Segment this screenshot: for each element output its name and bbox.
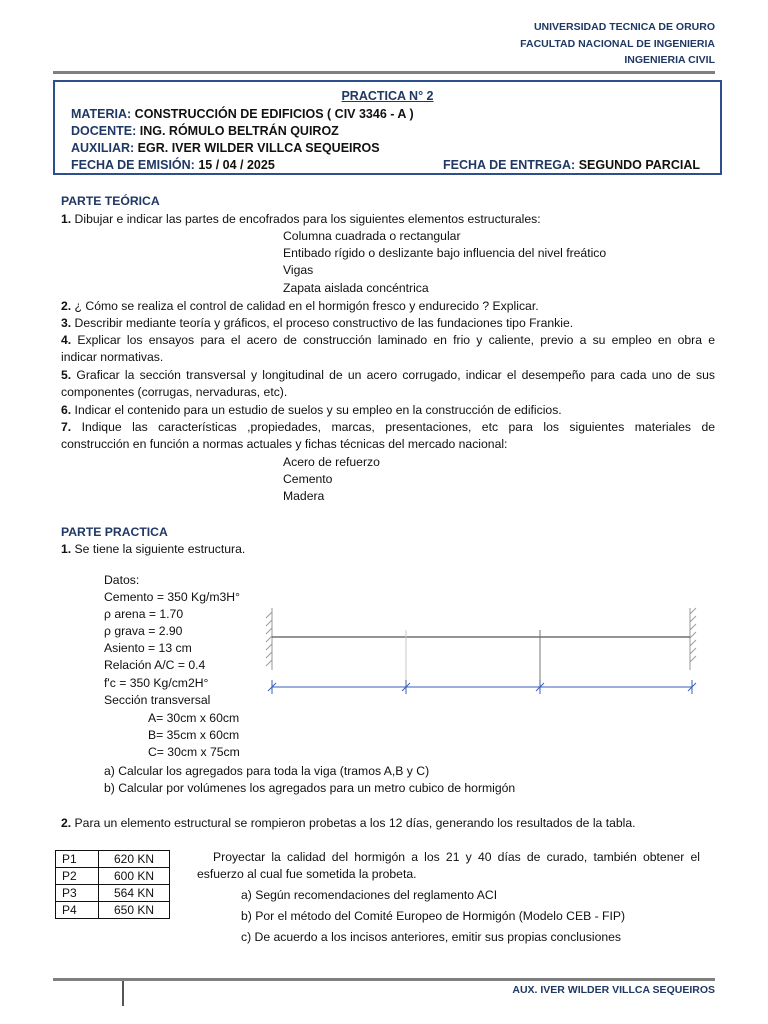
practice-info-box (53, 80, 722, 175)
q-text: Indique las características ,propiedades, marcas, presentaciones, etc para los siguientes materiales de (71, 420, 715, 434)
probeta-load: 564 KN (99, 885, 170, 902)
problem-1-b: b) Calcular por volúmenes los agregados para un metro cubico de hormigón (104, 781, 516, 795)
faculty-name: FACULTAD NACIONAL DE INGENIERIA (520, 37, 715, 50)
datos-item: f'c = 350 Kg/cm2H° (104, 676, 209, 690)
question-5-cont: componentes (corrugas, nervaduras, etc). (61, 385, 288, 399)
problem-2-a: a) Según recomendaciones del reglamento ACI (241, 888, 498, 902)
materia-line (71, 107, 414, 121)
table-row (56, 851, 170, 868)
university-name: UNIVERSIDAD TECNICA DE ORURO (533, 21, 715, 33)
q-text: Indicar el contenido para un estudio de suelos y su empleo en la construcción de edificios. (71, 403, 562, 417)
q-number: 3. (61, 316, 72, 330)
datos-item: Cemento = 350 Kg/m3H° (104, 590, 240, 604)
problem-1 (61, 541, 715, 558)
probeta-load: 620 KN (99, 851, 170, 868)
docente-value: ING. RÓMULO BELTRÁN QUIROZ (136, 124, 339, 138)
probeta-load: 650 KN (99, 902, 170, 919)
auxiliar-value: EGR. IVER WILDER VILLCA SEQUEIROS (134, 141, 380, 155)
question-7 (61, 419, 715, 436)
datos-item: ρ arena = 1.70 (104, 607, 184, 621)
problem-2-text: Proyectar la calidad del hormigón a los 21 y 40 días de curado, también obtener el (213, 850, 700, 864)
q-text: Dibujar e indicar las partes de encofrados para los siguientes elementos estructurales: (71, 212, 541, 226)
q-text: Describir mediante teoría y gráficos, el proceso constructivo de las fundaciones tipo Frankie. (71, 316, 574, 330)
probeta-load: 600 KN (99, 868, 170, 885)
top-divider (53, 71, 715, 74)
question-3 (61, 315, 715, 332)
probeta-id: P1 (56, 851, 99, 868)
q-text: Explicar los ensayos para el acero de construcción laminado en frio y caliente, previo a su empleo en obra e (71, 333, 715, 347)
question-6 (61, 402, 715, 419)
q-text: Se tiene la siguiente estructura. (71, 542, 246, 556)
question-2 (61, 298, 715, 315)
probeta-id: P3 (56, 885, 99, 902)
q-number: 1. (61, 542, 72, 556)
q-number: 1. (61, 212, 72, 226)
question-4 (61, 332, 715, 349)
emision-line (71, 158, 275, 172)
bottom-divider (53, 978, 715, 981)
results-table (55, 850, 170, 919)
datos-item: Asiento = 13 cm (104, 641, 192, 655)
q-number: 2. (61, 299, 72, 313)
table-row (56, 902, 170, 919)
practica-heading: PARTE PRACTICA (61, 525, 168, 539)
datos-item: Relación A/C = 0.4 (104, 658, 206, 672)
list-item: Vigas (283, 263, 314, 277)
emision-label: FECHA DE EMISIÓN: (71, 158, 195, 172)
fixed-support-left (266, 608, 272, 670)
q-number: 2. (61, 816, 72, 830)
seccion-item: B= 35cm x 60cm (148, 728, 240, 742)
list-item: Columna cuadrada o rectangular (283, 229, 461, 243)
q-number: 6. (61, 403, 72, 417)
problem-2-c: c) De acuerdo a los incisos anteriores, emitir sus propias conclusiones (241, 930, 622, 944)
question-5 (61, 367, 715, 384)
fixed-support-right (690, 608, 696, 670)
problem-2-text-cont: esfuerzo al cual fue sometida la probeta. (197, 867, 417, 881)
problem-2-b: b) Por el método del Comité Europeo de Hormigón (Modelo CEB - FIP) (241, 909, 626, 923)
list-item: Entibado rígido o deslizante bajo influencia del nivel freático (283, 246, 607, 260)
list-item: Cemento (283, 472, 333, 486)
materia-value: CONSTRUCCIÓN DE EDIFICIOS ( CIV 3346 - A ) (131, 107, 414, 121)
docente-label: DOCENTE: (71, 124, 137, 138)
seccion-item: C= 30cm x 75cm (148, 745, 240, 759)
q-text: Para un elemento estructural se rompieron probetas a los 12 días, generando los resultados de la tabla. (71, 816, 636, 830)
problem-1-a: a) Calcular los agregados para toda la viga (tramos A,B y C) (104, 764, 430, 778)
datos-item: Sección transversal (104, 693, 211, 707)
footer-author: AUX. IVER WILDER VILLCA SEQUEIROS (512, 984, 715, 996)
emision-value: 15 / 04 / 2025 (194, 158, 275, 172)
career-name: INGENIERIA CIVIL (624, 54, 715, 66)
list-item: Acero de refuerzo (283, 455, 380, 469)
list-item: Madera (283, 489, 325, 503)
entrega-label: FECHA DE ENTREGA: (443, 158, 576, 172)
auxiliar-line (71, 141, 380, 155)
datos-item: ρ grava = 2.90 (104, 624, 183, 638)
question-1 (61, 211, 715, 228)
institution-header (520, 19, 715, 69)
entrega-line (443, 158, 700, 172)
q-text: ¿ Cómo se realiza el control de calidad en el hormigón fresco y endurecido ? Explicar. (71, 299, 539, 313)
footer-vertical-bar (122, 981, 124, 1006)
problem-2 (61, 815, 715, 832)
question-4-cont: indicar normativas. (61, 350, 164, 364)
auxiliar-label: AUXILIAR: (71, 141, 135, 155)
q-number: 5. (61, 368, 72, 382)
datos-item: Datos: (104, 573, 140, 587)
table-row (56, 868, 170, 885)
practice-title: PRACTICA N° 2 (341, 89, 434, 103)
teoria-heading: PARTE TEÓRICA (61, 194, 160, 208)
probeta-id: P2 (56, 868, 99, 885)
q-number: 4. (61, 333, 72, 347)
materia-label: MATERIA: (71, 107, 132, 121)
q-text: Graficar la sección transversal y longitudinal de un acero corrugado, indicar el desempeño para cada uno de sus (71, 368, 715, 382)
probeta-id: P4 (56, 902, 99, 919)
docente-line (71, 124, 339, 138)
seccion-item: A= 30cm x 60cm (148, 711, 240, 725)
list-item: Zapata aislada concéntrica (283, 281, 429, 295)
table-row (56, 885, 170, 902)
entrega-value: SEGUNDO PARCIAL (575, 158, 700, 172)
beam-structure-diagram (262, 600, 702, 700)
question-7-cont: construcción en función a normas actuales y fichas técnicas del mercado nacional: (61, 437, 508, 451)
q-number: 7. (61, 420, 72, 434)
